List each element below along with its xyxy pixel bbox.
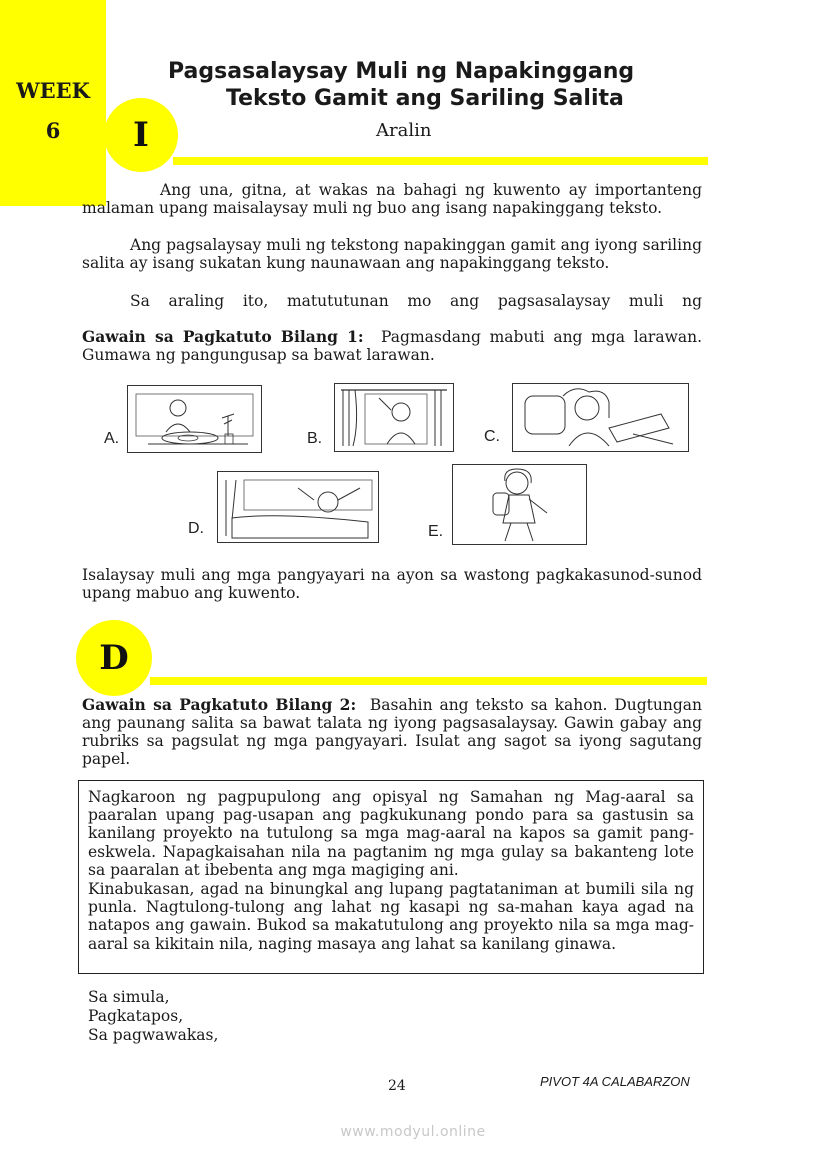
intro-paragraph-2: Ang pagsalaysay muli ng tekstong napakinggan gamit ang iyong sariling salita ay isang sukatan kung naunawaan ang napakinggang teksto.: [82, 236, 702, 272]
girl-in-bed-illustration: [218, 472, 378, 542]
girl-reading-illustration: [513, 384, 688, 451]
activity1-instruction: Gawain sa Pagkatuto Bilang 1: Pagmasdang mabuti ang mga larawan. Gumawa ng pangungusap sa bawat larawan.: [82, 327, 703, 364]
story-paragraph-1: Nagkaroon ng pagpupulong ang opisyal ng Samahan ng Mag-aaral sa paaralan upang pag-usapan ang pagkukunang pondo para sa gastusin sa kanilang proyekto na tutulong sa mga mag-aaral na kapos sa gamit pang-eskwela. Napagkaisahan nila na pagtanim ng mga gulay sa bakanteng lote sa paaralan at ibebenta ang mga magiging ani.: [88, 788, 694, 879]
week-number: 6: [45, 118, 61, 143]
story-paragraph-2: Kinabukasan, agad na binungkal ang lupang pagtataniman at bumili sila ng punla. Nagtulong-tulong ang lahat ng kasapi ng sa-mahan kaya agad na natapos ang gawain. Bukod sa makatutulong ang proyekto nila sa mga mag-aaral sa kikitain nila, naging masaya ang lahat sa kanilang ginawa.: [88, 880, 694, 953]
section-name: Aralin: [376, 120, 432, 141]
prompt-beginning: Sa simula,: [88, 988, 170, 1006]
activity2-label: Gawain sa Pagkatuto Bilang 2:: [82, 695, 357, 714]
section-d-badge: D: [76, 620, 152, 696]
picture-e: [452, 464, 587, 545]
page-number: 24: [388, 1078, 406, 1094]
picture-c: [512, 383, 689, 452]
activity1-retell-instruction: Isalaysay muli ang mga pangyayari na ayon sa wastong pagkakasunod-sunod upang mabuo ang kuwento.: [82, 566, 702, 602]
section-d-divider: [150, 677, 707, 685]
activity2-instruction: Gawain sa Pagkatuto Bilang 2: Basahin ang teksto sa kahon. Dugtungan ang paunang salita sa bawat talata ng iyong pagsasalaysay. Gawin gabay ang rubriks sa pagsulat ng mga pangyayari. Isulat ang sagot sa iyong sagutang papel.: [82, 695, 702, 768]
girl-waking-curtains-illustration: [335, 384, 453, 451]
footer-brand: PIVOT 4A CALABARZON: [540, 1074, 690, 1089]
picture-label-e: E.: [428, 523, 444, 540]
week-label: WEEK: [16, 78, 90, 103]
girl-with-bag-illustration: [453, 465, 586, 544]
page-title-line2: Teksto Gamit ang Sariling Salita: [226, 86, 624, 111]
section-i-badge: I: [104, 98, 178, 172]
watermark: www.modyul.online: [340, 1124, 486, 1140]
section-i-divider: [173, 157, 708, 165]
prompt-ending: Sa pagwawakas,: [88, 1026, 219, 1044]
picture-label-d: D.: [188, 520, 204, 537]
girl-eating-illustration: [128, 386, 261, 452]
page-title-line1: Pagsasalaysay Muli ng Napakinggang: [168, 59, 635, 84]
intro-paragraph-3: Sa araling ito, matututunan mo ang pagsasalaysay muli ng: [130, 292, 702, 310]
intro-paragraph-1: Ang una, gitna, at wakas na bahagi ng kuwento ay importanteng malaman upang maisalaysay muli ng buo ang isang napakinggang teksto.: [82, 181, 702, 217]
picture-d: [217, 471, 379, 543]
picture-label-a: A.: [104, 430, 120, 447]
picture-a: [127, 385, 262, 453]
week-tab: [0, 0, 106, 206]
activity1-label: Gawain sa Pagkatuto Bilang 1:: [82, 327, 364, 346]
picture-label-c: C.: [484, 428, 500, 445]
prompt-middle: Pagkatapos,: [88, 1007, 184, 1025]
picture-label-b: B.: [307, 430, 323, 447]
picture-b: [334, 383, 454, 452]
